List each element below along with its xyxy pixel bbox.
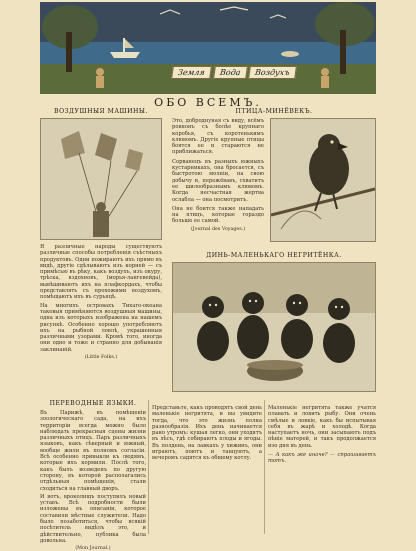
section-title-air-machines: ВОЗДУШНЫЯ МАШИНЫ. <box>54 108 148 115</box>
air-machines-text: Я различные народы существуютъ различные способы потребленія съѣстныхъ продуктовъ. Одни пожираютъ ихъ прямо въ видѣ, другіе сдѣлываютъ изъ корней — съ примѣсью въ рѣку, какъ воздухъ, изъ окуру, трѣска, вздохновъ, (морья-лангевейда), вывѣшиваютъ ихъ на плафкордахъ, чтобы представлять съ прохожими воздухомъ, помѣщаютъ ихъ въ сурьяцѣ. <box>40 244 162 301</box>
page-title: ОБО ВСЕМЪ. <box>154 96 262 109</box>
header-banner <box>40 2 376 94</box>
left-column <box>40 108 162 360</box>
children-illustration <box>172 262 376 392</box>
bird-text: Это, доброднуная съ виду, всёмъ ровнонъ съ болѣе крупнаго коробья, съ коротенькимъ клювомъ. Другіе крупные птицы боятся ее и стараются не приближаться. <box>172 118 264 156</box>
languages-text: Въ Парижѣ, въ помѣщеніи зоологическаго сада, на ихъ территоріи всегда можно было наблюдать прекрасныя сцены жизни различныхъ птицъ. Паръ различныхъ языковъ, какъ сѣверный и южный, вообще жили въ полномъ согласіи. Всѣ особенно привыкли къ людямъ, которые ихъ кормили. Послѣ того, какъ былъ возведенъ по другую сторону, въ которой располагались отдѣльныя помѣщенія, стали сходиться на главный дворъ. <box>40 410 146 492</box>
air-machines-credit: (Little Folks.) <box>84 355 118 361</box>
banner-ribbon <box>136 62 332 82</box>
ribbon-word-water: Вода <box>213 66 247 79</box>
section-title-negro-child: ДИНЬ-МАЛЕНЬКАГО НЕГРИТЁНКА. <box>206 252 342 259</box>
negro-child-text: Представьте, какъ проводятъ свой день маленькіе негритята, и вы увидите тогда, что это жизнь полна разнообразія. Ихъ день начинается рано утромъ: кушая легко, они уходятъ въ лѣсъ, гдѣ собираютъ плоды и ягоды. Въ полдень, на лавкахъ у хижинъ, они играютъ, поютъ и танцуютъ, а вечеромъ садятся къ общему котлу. <box>152 405 262 462</box>
negro-child-text-2: Маленькіе негритята также учатся плавать и ловить рыбу. Они очень смѣлые и ловкіе, какъ бы испытывая себя въ жарѣ и холодѣ. Когда наступаетъ ночь, они засыпаютъ подъ пѣніе матерей, и такъ продолжается изо дня въ день. <box>268 405 376 449</box>
bird-illustration <box>270 118 376 242</box>
bottom-middle-column <box>152 405 262 462</box>
ribbon-word-air: Воздухъ <box>248 66 296 79</box>
column-divider-2 <box>264 400 265 534</box>
section-title-languages: ПЕРЕВОДНЫЕ ЯЗЫКИ. <box>49 400 137 407</box>
bird-text-3: Она не боится также нападать на птицъ, которые гораздо больше ее самой. <box>172 205 264 225</box>
bottom-right-column <box>268 405 376 465</box>
bottom-left-column <box>40 400 146 551</box>
kites-illustration <box>40 118 162 240</box>
languages-credit: (Mon Journal.) <box>75 546 111 551</box>
bird-credit: (Journal des Voyages.) <box>190 226 246 232</box>
column-divider-1 <box>148 400 149 534</box>
ribbon-word-earth: Земля <box>171 66 212 79</box>
bird-text-2: Сорванецъ въ разныхъ южныхъ кустарникахъ, она бросается, съ быстротою молніи, на свою добычу и, пережёвавъ, схватитъ ее шилообразнымъ клювомъ. Когда несчастная жертва ослабла — она посмотритъ. <box>172 158 264 203</box>
right-column <box>172 108 376 392</box>
languages-text-2: И вотъ, вроколнщъ поступилъ новый уставъ. Всѣ подробности были изложены въ описаніи, которое составили мѣстные служители. Надо было позаботиться, чтобы всякій посѣтитель видѣлъ это, и дѣйствительно, публика была довольна. <box>40 493 146 544</box>
section-title-bird: ПТИЦА-МИНЁВЕКЪ. <box>235 108 313 115</box>
negro-child-end: — А какъ же иначе? — спрашиваетъ тотъ. <box>268 452 376 465</box>
air-machines-text-2: На многихъ островахъ Тихаго-океана таковыя примѣняются воздушныя машины, одна изъ которыхъ изображена на нашемъ рисункѣ. Особенно хорошо употребляютъ ихъ на рыбной ловлѣ, украшенныя различными узорами. Кромѣ того, иногда они одно и тоже и странно для добыванія заклинаній. <box>40 302 162 353</box>
